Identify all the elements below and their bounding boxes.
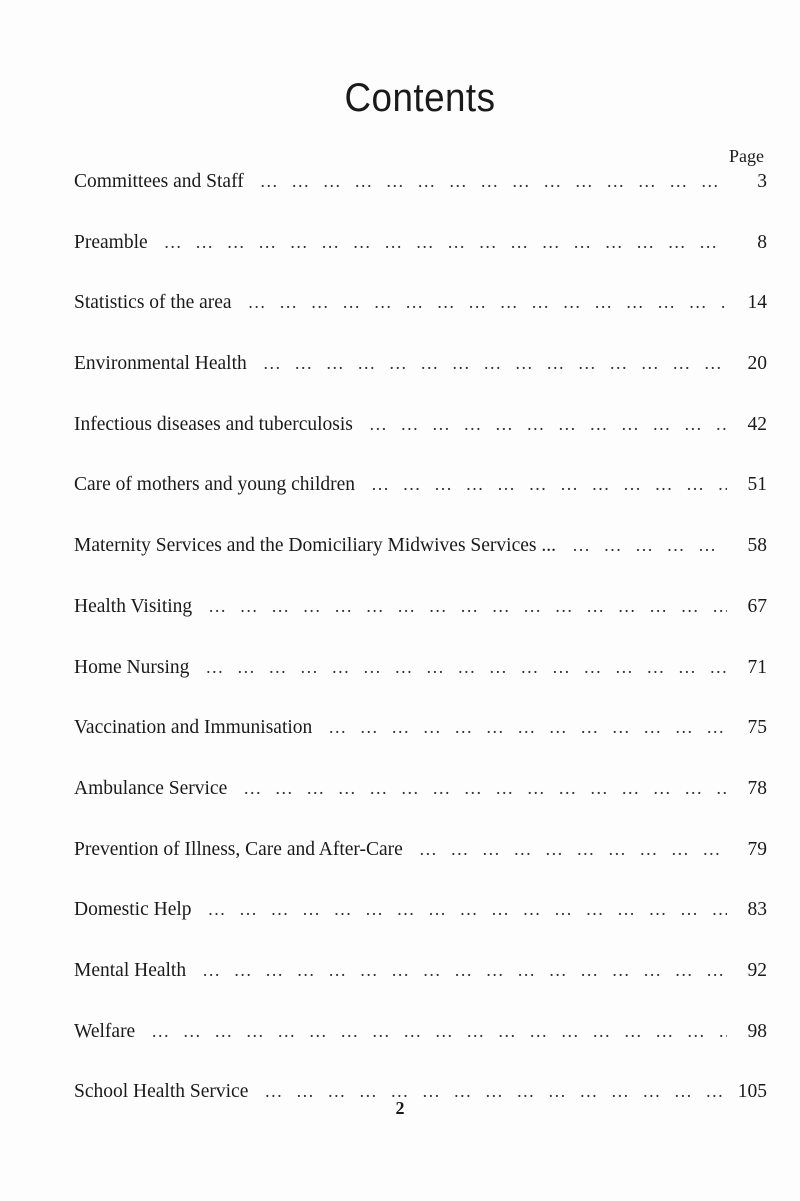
toc-entry-committees-and-staff (74, 171, 767, 232)
toc-entry-page: 75 (747, 717, 767, 739)
toc-entry-label: Health Visiting (74, 595, 193, 617)
toc-entry-label: Committees and Staff (74, 171, 244, 192)
toc-entry-care-of-mothers (74, 474, 767, 535)
toc-entry-vaccination (74, 717, 767, 778)
toc-entry-page: 98 (747, 1020, 767, 1042)
toc-entry-page: 83 (747, 899, 767, 921)
toc-entry-page: 20 (747, 353, 767, 375)
dot-leader (369, 414, 727, 435)
dot-leader (202, 960, 727, 981)
dot-leader (260, 171, 727, 192)
toc-entry-welfare (74, 1021, 767, 1082)
toc-entry-page: 51 (747, 474, 767, 496)
toc-entry-page: 42 (747, 413, 767, 435)
toc-entry-label: Mental Health (74, 959, 187, 981)
toc-entry-page: 14 (747, 292, 767, 314)
dot-leader (243, 778, 727, 799)
toc-entry-page: 58 (747, 535, 767, 557)
toc-entry-label: Preamble (74, 231, 148, 253)
dot-leader (164, 232, 727, 253)
toc-entry-label: Environmental Health (74, 353, 247, 375)
table-of-contents (74, 171, 767, 1142)
toc-entry-preamble (74, 232, 767, 293)
page-column-header: Page (729, 146, 764, 166)
toc-entry-label: School Health Service (74, 1081, 249, 1103)
toc-entry-label: Welfare (74, 1020, 136, 1042)
toc-entry-page: 3 (757, 171, 767, 192)
toc-entry-page: 92 (747, 959, 767, 981)
dot-leader (328, 717, 727, 738)
toc-entry-label: Maternity Services and the Domiciliary Midwives Services ... (74, 535, 556, 557)
toc-entry-label: Domestic Help (74, 899, 192, 921)
toc-entry-page: 71 (747, 656, 767, 678)
dot-leader (205, 657, 727, 678)
toc-entry-page: 79 (747, 838, 767, 860)
toc-entry-domestic-help (74, 899, 767, 960)
dot-leader (371, 474, 727, 495)
toc-entry-label: Infectious diseases and tuberculosis (74, 413, 353, 435)
dot-leader (263, 353, 727, 374)
toc-entry-prevention-of-illness (74, 839, 767, 900)
dot-leader (208, 596, 727, 617)
toc-entry-ambulance-service (74, 778, 767, 839)
toc-entry-environmental-health (74, 353, 767, 414)
dot-leader (248, 292, 727, 313)
page-title: Contents (344, 76, 496, 120)
toc-entry-label: Care of mothers and young children (74, 474, 356, 496)
toc-entry-label: Home Nursing (74, 656, 190, 678)
toc-entry-home-nursing (74, 657, 767, 718)
dot-leader (208, 899, 727, 920)
toc-entry-label: Statistics of the area (74, 292, 232, 314)
dot-leader (419, 839, 727, 860)
page-number: 2 (395, 1098, 405, 1118)
dot-leader (151, 1021, 727, 1042)
dot-leader (572, 535, 727, 556)
toc-entry-health-visiting (74, 596, 767, 657)
toc-entry-mental-health (74, 960, 767, 1021)
toc-entry-label: Vaccination and Immunisation (74, 717, 313, 739)
toc-entry-label: Prevention of Illness, Care and After-Care (74, 838, 403, 860)
toc-entry-statistics-of-the-area (74, 292, 767, 353)
toc-entry-page: 78 (747, 777, 767, 799)
toc-entry-maternity-services (74, 535, 767, 596)
toc-entry-page: 8 (757, 231, 767, 253)
toc-entry-infectious-diseases (74, 414, 767, 475)
toc-entry-label: Ambulance Service (74, 777, 228, 799)
toc-entry-page: 105 (737, 1081, 767, 1103)
toc-entry-page: 67 (747, 595, 767, 617)
